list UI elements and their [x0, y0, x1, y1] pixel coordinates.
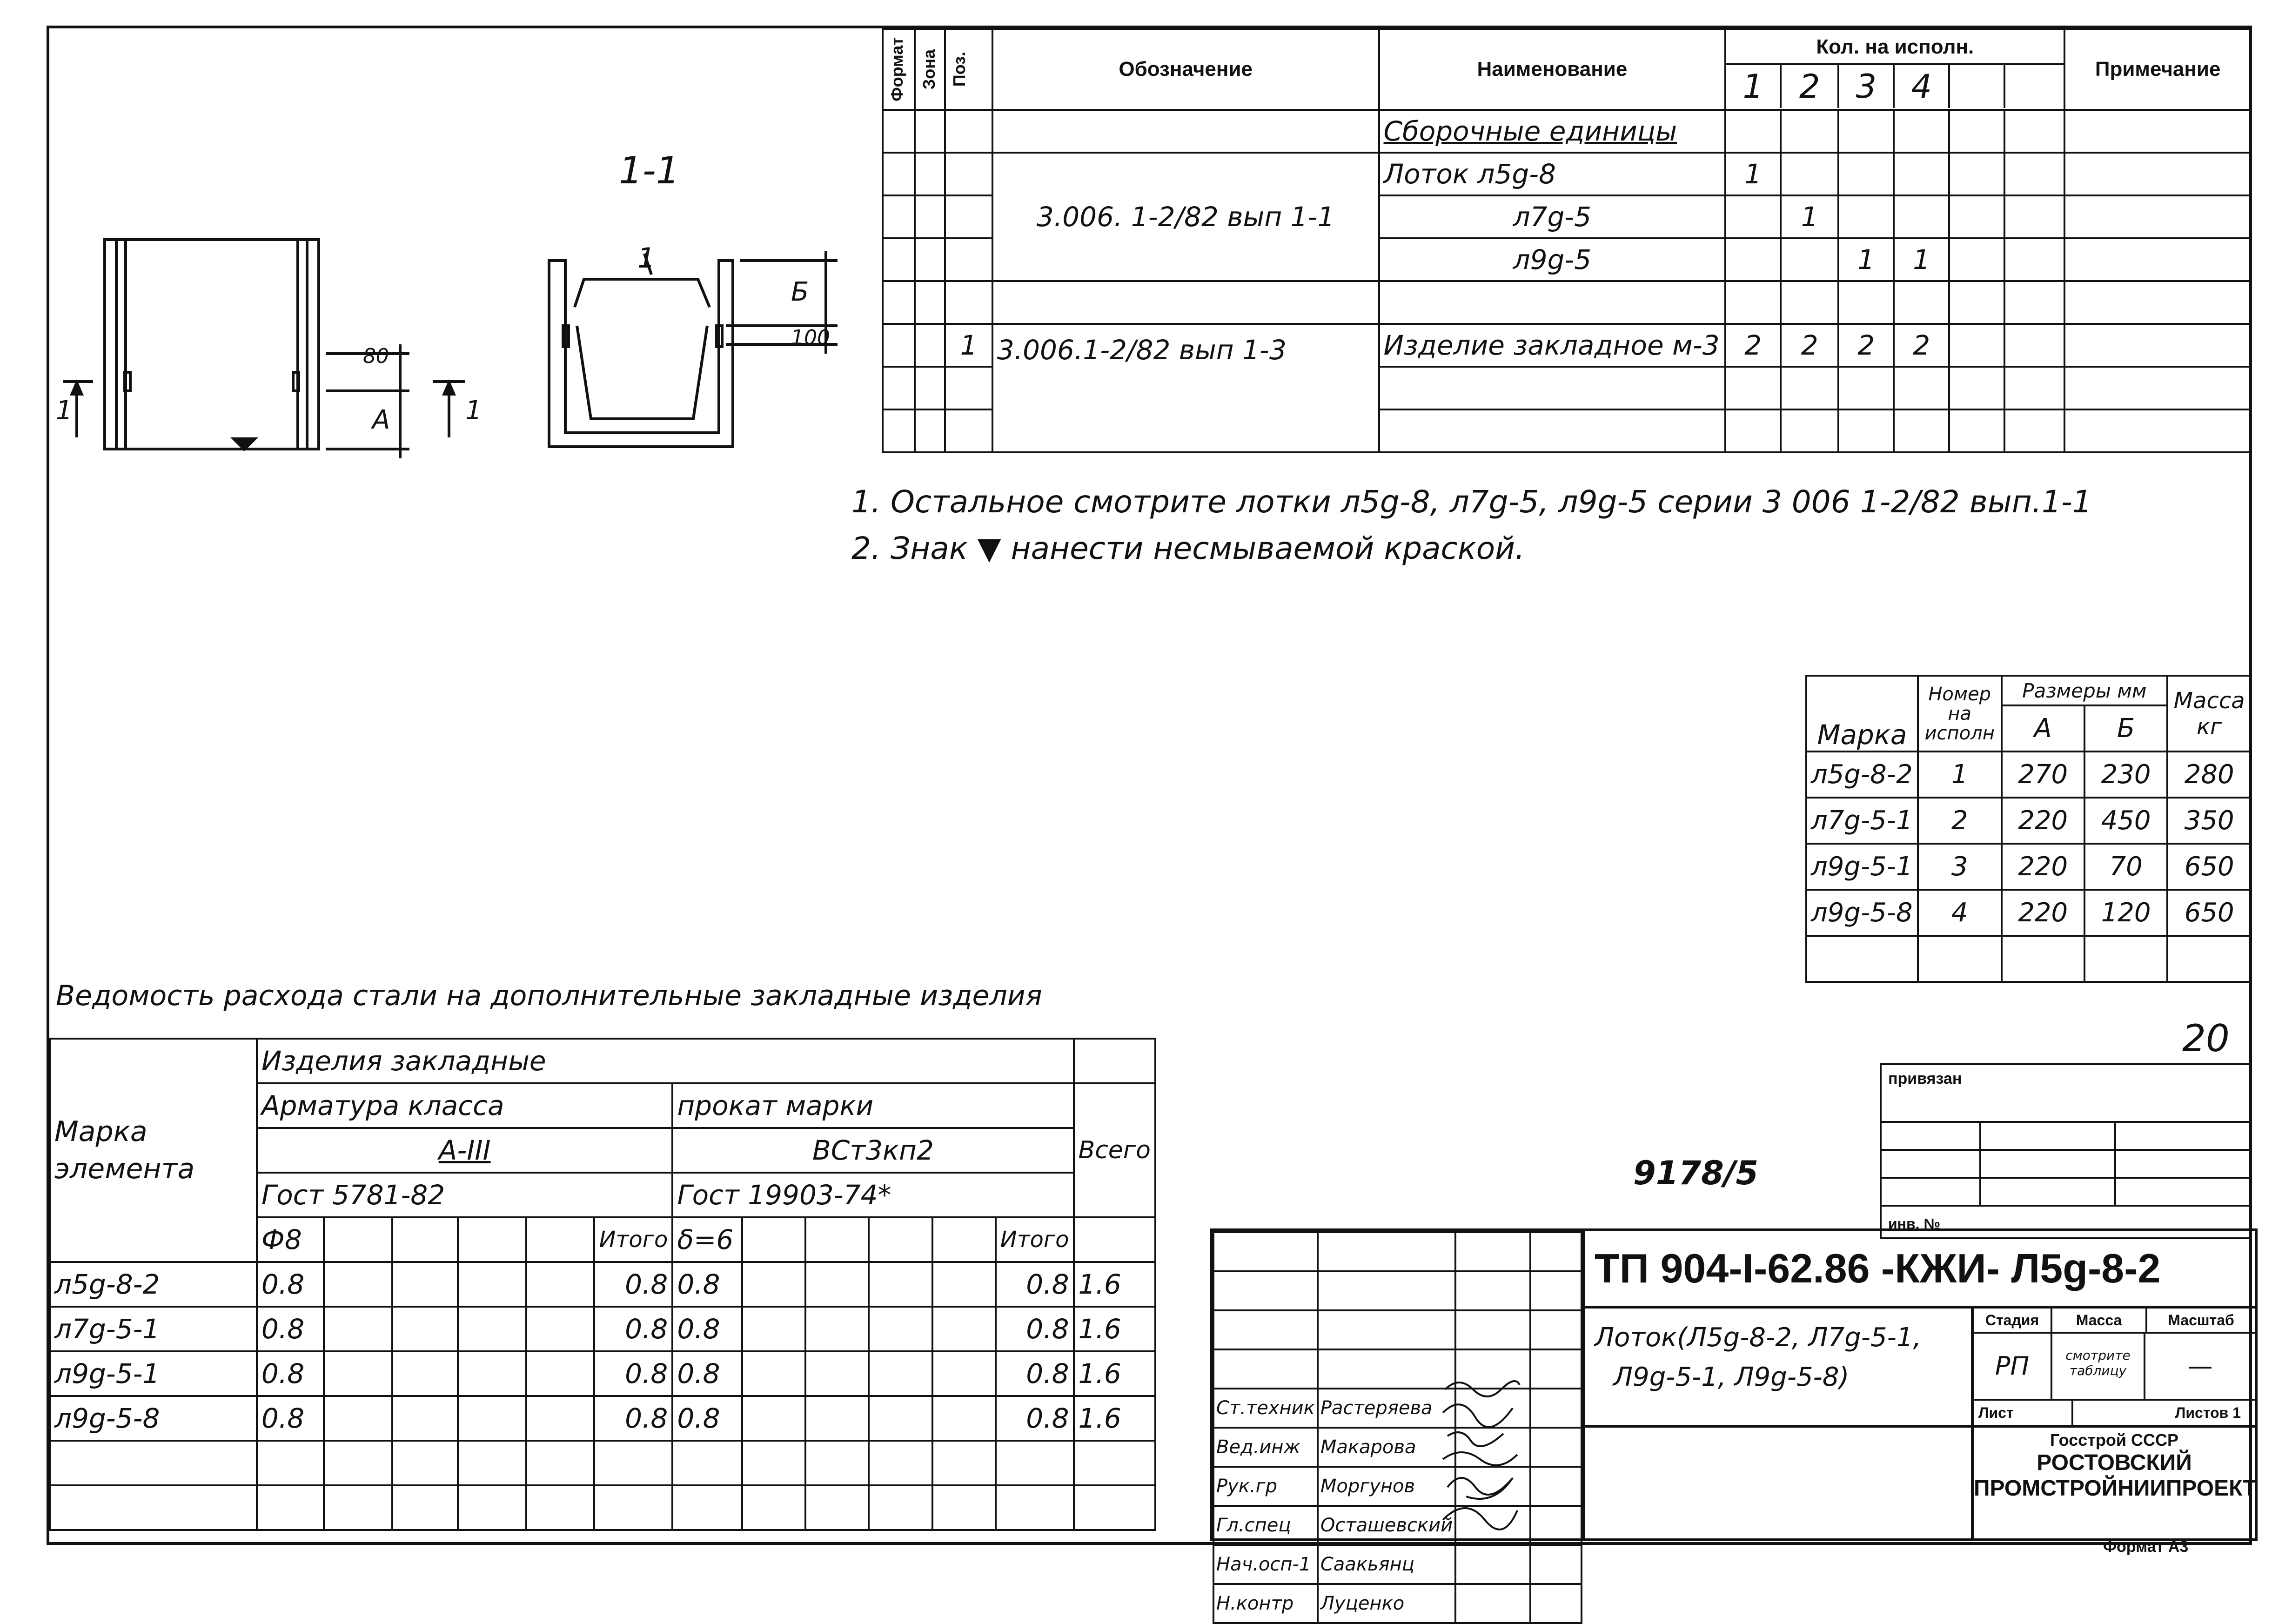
size-b: 70	[2084, 844, 2167, 890]
pos-header: Поз.	[950, 52, 969, 87]
mass-label: Масса	[2052, 1309, 2147, 1332]
rebar-header: Арматура класса	[257, 1083, 672, 1128]
size-num: 1	[1918, 752, 2002, 798]
steel-subtotal: 0.8	[594, 1262, 672, 1307]
steel-subtotal: 0.8	[996, 1262, 1074, 1307]
sheets-label: Листов 1	[2175, 1404, 2241, 1421]
spec-designation: 3.006.1-2/82 вып 1-3	[992, 324, 1379, 452]
role: Гл.спец	[1213, 1506, 1318, 1545]
steel-total: 1.6	[1074, 1307, 1155, 1351]
org-line-3: ПРОМСТРОЙНИИПРОЕКТ	[1974, 1476, 2257, 1501]
privyazan-label: привязан	[1888, 1070, 1962, 1087]
rolled-header: прокат марки	[672, 1083, 1073, 1128]
designation-header: Обозначение	[992, 29, 1379, 110]
spec-qty: 2	[1725, 324, 1781, 367]
note-2: 2. Знак ▼ нанести несмываемой краской.	[851, 530, 1525, 566]
dimension-a: А	[372, 405, 390, 435]
d8-header: Ф8	[257, 1217, 324, 1262]
spec-qty: 1	[1781, 195, 1838, 238]
spec-qty	[1838, 195, 1894, 238]
empty-cell	[1582, 1428, 1974, 1538]
size-mark: л5g-8-2	[1806, 752, 1918, 798]
spec-name: л7g-5	[1379, 195, 1726, 238]
person-name: Макарова	[1318, 1428, 1455, 1467]
size-b: 120	[2084, 890, 2167, 936]
rebar-gost: Гост 5781-82	[257, 1173, 672, 1217]
steel-d8: 0.8	[257, 1351, 324, 1396]
spec-pos: 1	[945, 324, 992, 367]
size-a: 220	[2002, 890, 2084, 936]
size-mark: л7g-5-1	[1806, 798, 1918, 844]
embedded-header: Изделия закладные	[257, 1039, 1074, 1083]
person-name: Осташевский	[1318, 1506, 1455, 1545]
stage-block	[1971, 1309, 2255, 1425]
spec-qty: 2	[1894, 324, 1949, 367]
spec-name: л9g-5	[1379, 238, 1726, 281]
section-label: 1-1	[619, 149, 680, 192]
qty-header: Кол. на исполн.	[1726, 31, 2064, 65]
stage-label: Стадия	[1974, 1309, 2052, 1332]
spec-qty	[1894, 195, 1949, 238]
steel-t6: 0.8	[672, 1307, 742, 1351]
spec-qty: 2	[1781, 324, 1838, 367]
rolled-grade: ВСт3кп2	[672, 1128, 1073, 1173]
specification-table	[882, 28, 2252, 453]
qty-col-1: 1	[1726, 65, 1782, 108]
mass-header: Масса кг	[2167, 676, 2251, 752]
size-b: 230	[2084, 752, 2167, 798]
steel-mark: л9g-5-1	[50, 1351, 257, 1396]
stage-value: РП	[1974, 1334, 2052, 1399]
drawing-code: ТП 904-I-62.86 -КЖИ- Л5g-8-2	[1582, 1231, 2255, 1309]
group-label: Сборочные единицы	[1379, 110, 1726, 153]
spec-designation: 3.006. 1-2/82 вып 1-1	[992, 153, 1379, 281]
spec-qty: 1	[1894, 238, 1949, 281]
rolled-gost: Гост 19903-74*	[672, 1173, 1073, 1217]
product-cell	[1582, 1309, 1974, 1428]
cut-mark-left: 1	[56, 396, 73, 426]
steel-subtotal: 0.8	[594, 1351, 672, 1396]
zone-header: Зона	[919, 49, 939, 90]
signatures-image	[1438, 1371, 1527, 1538]
steel-mark: л7g-5-1	[50, 1307, 257, 1351]
org-line-2: РОСТОВСКИЙ	[2037, 1450, 2192, 1475]
mark-header: Марка	[1806, 676, 1918, 752]
steel-t6: 0.8	[672, 1396, 742, 1441]
element-header: Марка элемента	[50, 1039, 257, 1262]
role: Вед.инж	[1213, 1428, 1318, 1467]
dimension-b: Б	[791, 277, 809, 307]
size-mass: 650	[2167, 890, 2251, 936]
spec-qty: 1	[1838, 238, 1894, 281]
scale-value: —	[2187, 1351, 2213, 1381]
spec-qty	[1838, 153, 1894, 195]
role: Ст.техник	[1213, 1389, 1318, 1428]
privyazan-block	[1880, 1063, 2251, 1239]
steel-subtotal: 0.8	[594, 1307, 672, 1351]
inv-label: инв. №	[1888, 1215, 1941, 1232]
spec-qty	[1894, 153, 1949, 195]
person-name: Моргунов	[1318, 1467, 1455, 1506]
steel-total: 1.6	[1074, 1351, 1155, 1396]
total-header: Всего	[1074, 1083, 1155, 1217]
section-drawing	[0, 0, 884, 489]
size-mass: 650	[2167, 844, 2251, 890]
note-1: 1. Остальное смотрите лотки л5g-8, л7g-5, л9g-5 серии 3 006 1-2/82 вып.1-1	[851, 484, 2092, 520]
size-num: 4	[1918, 890, 2002, 936]
size-a: 270	[2002, 752, 2084, 798]
steel-mark: л5g-8-2	[50, 1262, 257, 1307]
product-line-1: Лоток(Л5g-8-2, Л7g-5-1,	[1595, 1322, 1922, 1353]
organization-block	[1971, 1425, 2255, 1538]
spec-qty: 2	[1838, 324, 1894, 367]
steel-t6: 0.8	[672, 1262, 742, 1307]
spec-qty	[1725, 195, 1781, 238]
format-label: Формат А3	[2103, 1538, 2189, 1556]
dimension-100: 100	[791, 326, 830, 349]
steel-table-title: Ведомость расхода стали на дополнительные закладные изделия	[56, 980, 1042, 1012]
role: Н.контр	[1213, 1584, 1318, 1623]
person-name: Саакьянц	[1318, 1545, 1455, 1584]
spec-qty	[1725, 238, 1781, 281]
format-header: Формат	[887, 37, 906, 102]
spec-qty	[1781, 238, 1838, 281]
sheets-value: 1	[2232, 1404, 2241, 1421]
steel-subtotal: 0.8	[594, 1396, 672, 1441]
b-header: Б	[2084, 705, 2167, 752]
size-mark: л9g-5-1	[1806, 844, 1918, 890]
t6-header: δ=6	[672, 1217, 742, 1262]
role: Нач.осп-1	[1213, 1545, 1318, 1584]
dims-header: Размеры мм	[2002, 676, 2168, 705]
num-header: Номер на исполн	[1918, 676, 2002, 752]
size-b: 450	[2084, 798, 2167, 844]
steel-table	[49, 1038, 1156, 1531]
size-a: 220	[2002, 844, 2084, 890]
steel-d8: 0.8	[257, 1307, 324, 1351]
rebar-class: А-III	[257, 1128, 672, 1173]
spec-qty: 1	[1725, 153, 1781, 195]
spec-name: Изделие закладное м-3	[1379, 324, 1726, 367]
size-num: 3	[1918, 844, 2002, 890]
steel-d8: 0.8	[257, 1396, 324, 1441]
size-mark: л9g-5-8	[1806, 890, 1918, 936]
sheet-label: Лист	[1974, 1401, 2073, 1425]
note-header: Примечание	[2064, 29, 2251, 110]
role: Рук.гр	[1213, 1467, 1318, 1506]
steel-t6: 0.8	[672, 1351, 742, 1396]
dimension-80: 80	[363, 344, 389, 368]
qty-col-3: 3	[1839, 65, 1895, 108]
qty-col-2: 2	[1782, 65, 1839, 108]
sizes-table	[1805, 675, 2252, 983]
person-name: Луценко	[1318, 1584, 1455, 1623]
name-header: Наименование	[1379, 29, 1726, 110]
sheet-number: 20	[2182, 1017, 2230, 1060]
spec-pos	[945, 153, 992, 195]
cut-mark-right: 1	[465, 396, 482, 426]
subtotal-header: Итого	[594, 1217, 672, 1262]
size-mass: 350	[2167, 798, 2251, 844]
spec-qty	[1781, 153, 1838, 195]
qty-col-4: 4	[1895, 65, 1950, 108]
size-num: 2	[1918, 798, 2002, 844]
steel-subtotal: 0.8	[996, 1351, 1074, 1396]
a-header: А	[2002, 705, 2084, 752]
steel-total: 1.6	[1074, 1396, 1155, 1441]
size-a: 220	[2002, 798, 2084, 844]
subtotal-header: Итого	[996, 1217, 1074, 1262]
product-line-2: Л9g-5-1, Л9g-5-8)	[1613, 1362, 1850, 1392]
mass-value: смотрите таблицу	[2052, 1334, 2145, 1399]
spec-name: Лоток л5g-8	[1379, 153, 1726, 195]
steel-mark: л9g-5-8	[50, 1396, 257, 1441]
callout-label: 1	[637, 242, 656, 275]
org-line-1: Госстрой СССР	[2050, 1430, 2178, 1450]
signatures-table	[1213, 1231, 1582, 1624]
steel-d8: 0.8	[257, 1262, 324, 1307]
size-mass: 280	[2167, 752, 2251, 798]
steel-subtotal: 0.8	[996, 1307, 1074, 1351]
steel-subtotal: 0.8	[996, 1396, 1074, 1441]
steel-total: 1.6	[1074, 1262, 1155, 1307]
archive-number: 9178/5	[1633, 1154, 1759, 1192]
scale-label: Масштаб	[2168, 1312, 2234, 1329]
person-name: Растеряева	[1318, 1389, 1455, 1428]
